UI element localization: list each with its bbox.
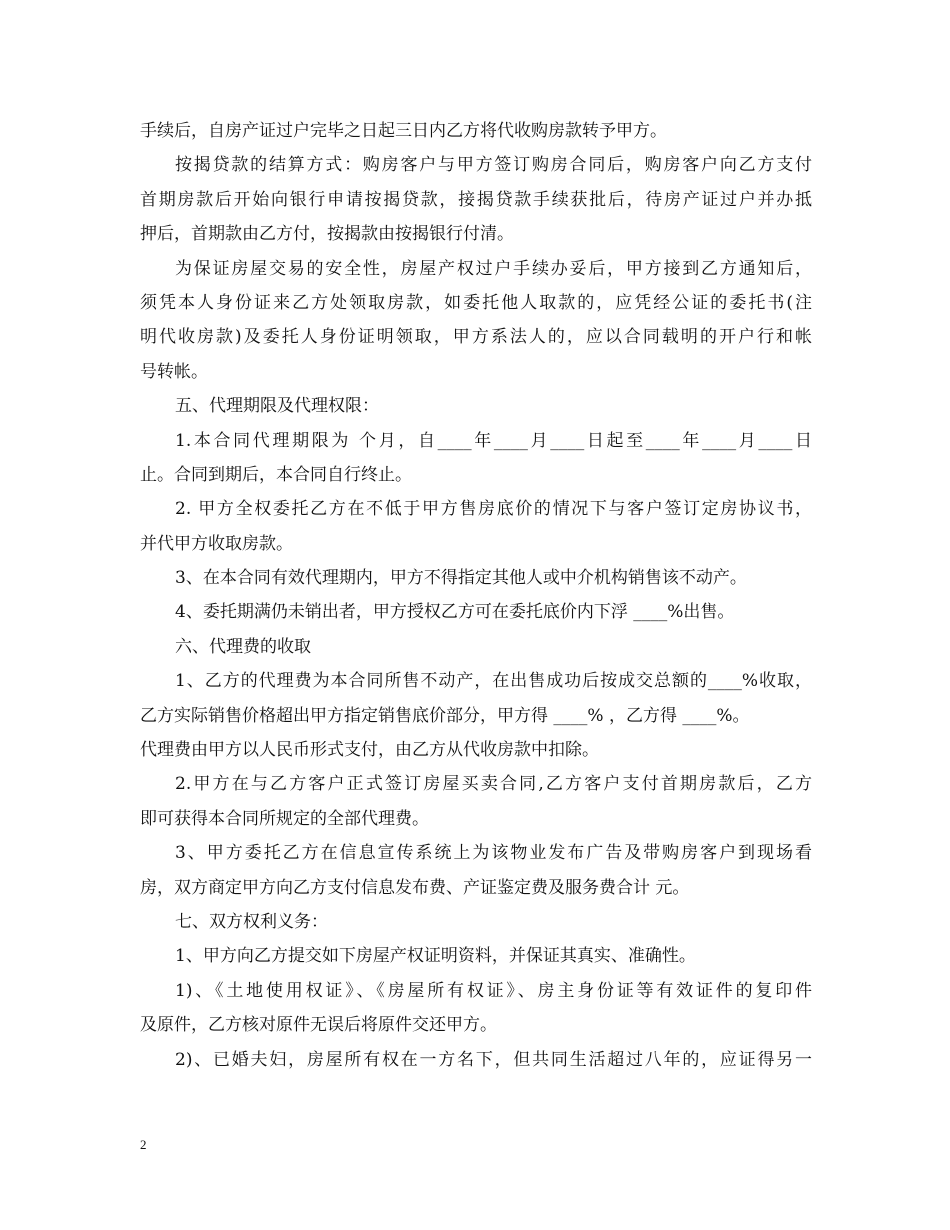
text-line: 即可获得本合同所规定的全部代理费。: [140, 808, 429, 829]
text-line: 及原件，乙方核对原件无误后将原件交还甲方。: [140, 1015, 497, 1036]
text-line: 五、代理期限及代理权限：: [175, 396, 379, 417]
page-number: 2: [140, 1137, 147, 1152]
text-line: 乙方实际销售价格超出甲方指定销售底价部分，甲方得 ____% ，乙方得 ____%。: [140, 705, 750, 726]
text-line: 1)、《土地使用权证》、《房屋所有权证》、房主身份证等有效证件的复印件: [175, 980, 812, 1001]
text-line: 1.本合同代理期限为 个月，自____年____月____日起至____年____月____日: [175, 430, 812, 451]
text-line: 2)、已婚夫妇，房屋所有权在一方名下，但共同生活超过八年的，应证得另一: [175, 1049, 812, 1070]
text-line: 房，双方商定甲方向乙方支付信息发布费、产证鉴定费及服务费合计 元。: [140, 877, 690, 898]
text-line: 七、双方权利义务：: [175, 911, 328, 932]
text-line: 六、代理费的收取: [175, 636, 311, 657]
text-line: 2. 甲方全权委托乙方在不低于甲方售房底价的情况下与客户签订定房协议书，: [175, 499, 812, 520]
text-line: 2.甲方在与乙方客户正式签订房屋买卖合同,乙方客户支付首期房款后，乙方: [175, 774, 812, 795]
text-line: 首期房款后开始向银行申请按揭贷款，接揭贷款手续获批后，待房产证过户并办抵: [140, 189, 812, 210]
text-line: 止。合同到期后，本合同自行终止。: [140, 464, 412, 485]
text-line: 为保证房屋交易的安全性，房屋产权过户手续办妥后，甲方接到乙方通知后，: [175, 258, 812, 279]
text-line: 1、乙方的代理费为本合同所售不动产，在出售成功后按成交总额的____%收取，: [175, 671, 812, 692]
text-line: 按揭贷款的结算方式：购房客户与甲方签订购房合同后，购房客户向乙方支付: [175, 155, 812, 176]
text-line: 代理费由甲方以人民币形式支付，由乙方从代收房款中扣除。: [140, 740, 599, 761]
document-body: [140, 114, 812, 1077]
text-line: 明代收房款)及委托人身份证明领取，甲方系法人的，应以合同载明的开户行和帐: [140, 327, 812, 348]
text-line: 手续后，自房产证过户完毕之日起三日内乙方将代收购房款转予甲方。: [140, 121, 667, 141]
text-line: 1、甲方向乙方提交如下房屋产权证明资料，并保证其真实、准确性。: [175, 946, 696, 967]
text-line: 3、甲方委托乙方在信息宣传系统上为该物业发布广告及带购房客户到现场看: [175, 843, 812, 864]
text-line: 押后，首期款由乙方付，按揭款由按揭银行付清。: [140, 224, 514, 245]
text-line: 3、在本合同有效代理期内，甲方不得指定其他人或中介机构销售该不动产。: [175, 568, 747, 589]
text-line: 须凭本人身份证来乙方处领取房款，如委托他人取款的，应凭经公证的委托书(注: [140, 292, 812, 313]
text-line: 号转帐。: [140, 361, 208, 382]
text-line: 4、委托期满仍未销出者，甲方授权乙方可在委托底价内下浮 ____%出售。: [175, 602, 735, 623]
text-line: 并代甲方收取房款。: [140, 533, 293, 554]
